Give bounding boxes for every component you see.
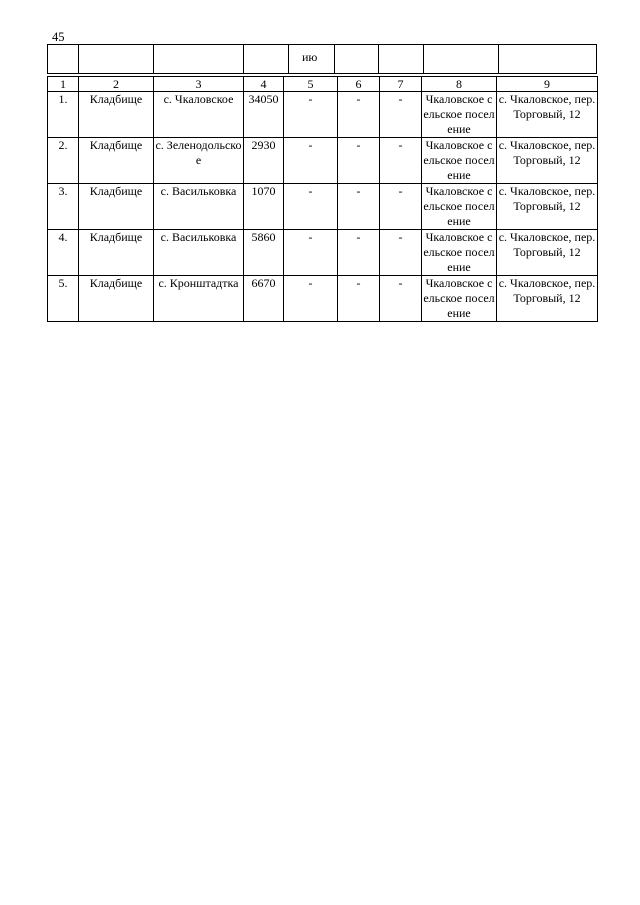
column-6-value: - [338,230,380,276]
object-type: Кладбище [79,230,154,276]
owner-address: с. Чкаловское, пер. Торговый, 12 [497,230,598,276]
owner: Чкаловское сельское поселение [423,184,495,228]
table-row [48,184,598,230]
area-value: 34050 [244,92,284,138]
location: с. Чкаловское [154,92,244,138]
area-value: 5860 [244,230,284,276]
location: с. Васильковка [154,184,244,230]
owner-address: с. Чкаловское, пер. Торговый, 12 [497,92,598,138]
owner-address: с. Чкаловское, пер. Торговый, 12 [497,138,598,184]
column-6-value: - [338,184,380,230]
column-number: 6 [338,77,380,92]
table-row [48,276,598,322]
owner-address: с. Чкаловское, пер. Торговый, 12 [497,184,598,230]
column-6-value: - [338,138,380,184]
column-divider [423,45,424,73]
area-value: 1070 [244,184,284,230]
data-table [47,76,598,322]
column-number: 2 [79,77,154,92]
object-type: Кладбище [79,92,154,138]
column-number: 1 [48,77,79,92]
column-divider [498,45,499,73]
row-number: 5. [48,276,79,322]
column-5-value: - [284,92,338,138]
column-7-value: - [380,138,422,184]
area-value: 2930 [244,138,284,184]
column-number-row [48,77,598,92]
area-value: 6670 [244,276,284,322]
column-number: 3 [154,77,244,92]
column-7-value: - [380,184,422,230]
row-number: 2. [48,138,79,184]
page-number: 45 [52,30,65,44]
table-header-fragment [47,44,597,74]
object-type: Кладбище [79,276,154,322]
owner: Чкаловское сельское поселение [423,276,495,320]
column-7-value: - [380,230,422,276]
row-number: 3. [48,184,79,230]
column-6-value: - [338,92,380,138]
column-number: 9 [497,77,598,92]
column-5-value: - [284,138,338,184]
location: с. Васильковка [154,230,244,276]
column-number: 4 [244,77,284,92]
header-fragment-text: ию [302,50,318,64]
table-row [48,138,598,184]
column-5-value: - [284,184,338,230]
column-divider [78,45,79,73]
owner: Чкаловское сельское поселение [423,92,495,136]
owner-address: с. Чкаловское, пер. Торговый, 12 [497,276,598,322]
location: с. Зеленодольское [154,138,244,184]
column-divider [243,45,244,73]
owner: Чкаловское сельское поселение [423,138,495,182]
object-type: Кладбище [79,138,154,184]
column-7-value: - [380,92,422,138]
column-divider [378,45,379,73]
column-number: 5 [284,77,338,92]
location: с. Кронштадтка [154,276,244,322]
table-row [48,230,598,276]
object-type: Кладбище [79,184,154,230]
column-6-value: - [338,276,380,322]
column-5-value: - [284,276,338,322]
column-divider [288,45,289,73]
column-number: 8 [422,77,497,92]
column-7-value: - [380,276,422,322]
row-number: 4. [48,230,79,276]
owner: Чкаловское сельское поселение [423,230,495,274]
column-5-value: - [284,230,338,276]
column-number: 7 [380,77,422,92]
column-divider [334,45,335,73]
row-number: 1. [48,92,79,138]
table-row [48,92,598,138]
column-divider [153,45,154,73]
